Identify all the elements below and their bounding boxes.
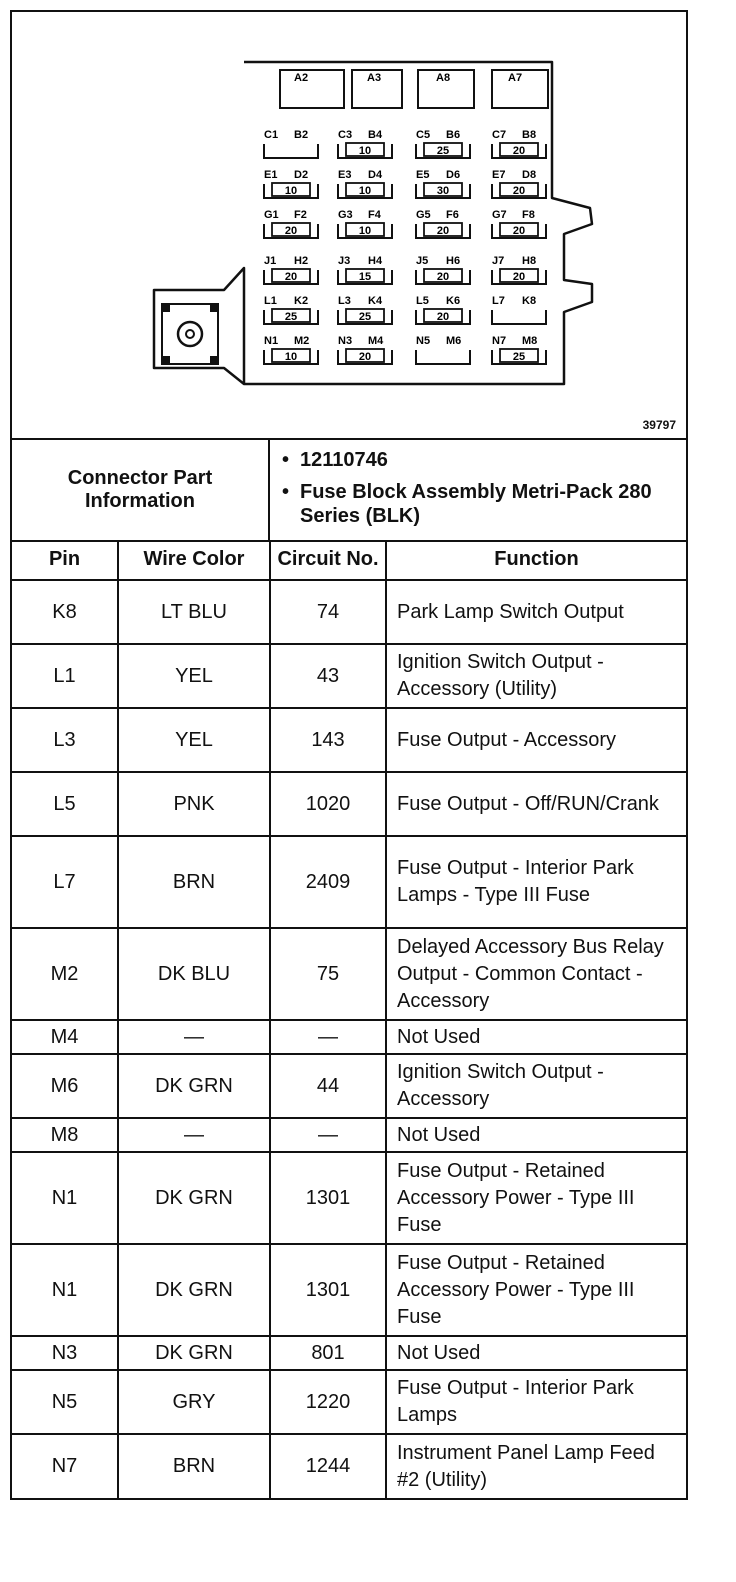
circuit-cell: 1244 (270, 1434, 386, 1498)
header-pin: Pin (12, 542, 118, 580)
pin-cell: L3 (12, 708, 118, 772)
function-cell: Ignition Switch Output - Accessory (Utility) (386, 644, 686, 708)
fuse-cavity (492, 209, 546, 238)
pin-cell: M8 (12, 1118, 118, 1152)
pin-label: K2 (294, 295, 309, 307)
wire-color-cell: GRY (118, 1370, 270, 1434)
circuit-cell: 801 (270, 1336, 386, 1370)
circuit-cell: — (270, 1020, 386, 1054)
wire-color-cell: BRN (118, 1434, 270, 1498)
pin-label: G7 (492, 209, 507, 221)
pin-label: N7 (492, 335, 507, 347)
wire-color-cell: PNK (118, 772, 270, 836)
pin-cell: L5 (12, 772, 118, 836)
pin-label: B2 (294, 129, 309, 141)
pin-label: F4 (368, 209, 381, 221)
pin-label: D2 (294, 169, 309, 181)
pin-label: G3 (338, 209, 353, 221)
pin-label: G5 (416, 209, 431, 221)
pin-label: F6 (446, 209, 459, 221)
wire-color-cell: YEL (118, 708, 270, 772)
pin-label: H6 (446, 255, 461, 267)
pin-cell: M6 (12, 1054, 118, 1118)
figure-number: 39797 (642, 418, 676, 432)
fuse-rating: 10 (358, 145, 372, 157)
pin-table-header (12, 542, 686, 580)
fuse-rating: 20 (284, 271, 298, 283)
part-description: • Fuse Block Assembly Metri-Pack 280 Series (BLK) (300, 480, 680, 528)
fuse-rating: 20 (436, 225, 450, 237)
fuse-rating: 20 (512, 145, 526, 157)
fuse-cavity (264, 335, 318, 364)
fuse-rating: 15 (358, 271, 372, 283)
function-cell: Fuse Output - Interior Park Lamps (386, 1370, 686, 1434)
circuit-cell: 2409 (270, 836, 386, 928)
fuse-rating: 10 (358, 185, 372, 197)
fuse-rating: 10 (358, 225, 372, 237)
circuit-cell: 75 (270, 928, 386, 1020)
fuse-cavity (338, 335, 392, 364)
pin-cell: N7 (12, 1434, 118, 1498)
fuse-rating: 20 (358, 351, 372, 363)
pin-label: C1 (264, 129, 279, 141)
pin-label: A8 (436, 72, 451, 84)
fuse-rating: 10 (284, 351, 298, 363)
fuse-cavity (492, 169, 546, 198)
pin-label: E5 (416, 169, 430, 181)
fuse-cavity (416, 295, 470, 324)
pin-label: E7 (492, 169, 506, 181)
fuse-rating: 10 (284, 185, 298, 197)
fuse-cavity (416, 255, 470, 284)
pin-label: B8 (522, 129, 537, 141)
fuse-cavity (264, 129, 318, 158)
pin-label: B4 (368, 129, 383, 141)
fuse-rating: 20 (436, 271, 450, 283)
table-row (12, 836, 686, 928)
fuse-cavity (338, 295, 392, 324)
fuse-block-diagram-panel (12, 12, 686, 440)
connector-part-list (270, 440, 686, 540)
function-cell: Fuse Output - Off/RUN/Crank (386, 772, 686, 836)
table-row (12, 1152, 686, 1244)
table-row (12, 708, 686, 772)
function-cell: Fuse Output - Retained Accessory Power - Type III Fuse (386, 1244, 686, 1336)
pin-label: F8 (522, 209, 535, 221)
circuit-cell: — (270, 1118, 386, 1152)
table-row (12, 928, 686, 1020)
fuse-cavity (264, 169, 318, 198)
pin-label: C5 (416, 129, 431, 141)
circuit-cell: 1301 (270, 1244, 386, 1336)
fuse-cavity (492, 335, 546, 364)
header-function: Function (386, 542, 686, 580)
fuse-cavity (264, 255, 318, 284)
fuse-cavity (416, 209, 470, 238)
pin-label: F2 (294, 209, 307, 221)
function-cell: Ignition Switch Output - Accessory (386, 1054, 686, 1118)
pin-label: J3 (338, 255, 351, 267)
connector-part-label: Connector Part Information (12, 440, 270, 540)
circuit-cell: 74 (270, 580, 386, 644)
header-circuit-no: Circuit No. (270, 542, 386, 580)
fuse-rating: 20 (436, 311, 450, 323)
wire-color-cell: — (118, 1118, 270, 1152)
fuse-rating: 25 (284, 311, 298, 323)
fuse-cavity (416, 169, 470, 198)
pin-label: K8 (522, 295, 537, 307)
fuse-block-diagram (12, 12, 686, 436)
wire-color-cell: LT BLU (118, 580, 270, 644)
pin-label: C7 (492, 129, 507, 141)
fuse-rating: 20 (512, 271, 526, 283)
pin-cell: N1 (12, 1244, 118, 1336)
fuse-cavities (264, 72, 546, 364)
circuit-cell: 1220 (270, 1370, 386, 1434)
pin-cell: M2 (12, 928, 118, 1020)
connector-info-sheet (10, 10, 688, 1500)
cavity-outline (416, 350, 470, 364)
table-row (12, 772, 686, 836)
pin-cell: M4 (12, 1020, 118, 1054)
wire-color-cell: DK BLU (118, 928, 270, 1020)
function-cell: Fuse Output - Accessory (386, 708, 686, 772)
function-cell: Park Lamp Switch Output (386, 580, 686, 644)
wire-color-cell: DK GRN (118, 1054, 270, 1118)
circuit-cell: 1301 (270, 1152, 386, 1244)
fuse-cavity (338, 129, 392, 158)
pin-cell: L1 (12, 644, 118, 708)
table-row (12, 1054, 686, 1118)
fuse-rating: 20 (512, 225, 526, 237)
table-row (12, 1434, 686, 1498)
table-row (12, 1020, 686, 1054)
pin-label: M4 (368, 335, 384, 347)
fuse-cavity (492, 255, 546, 284)
circuit-cell: 43 (270, 644, 386, 708)
wire-color-cell: BRN (118, 836, 270, 928)
pin-cell: L7 (12, 836, 118, 928)
part-number: • 12110746 (300, 448, 680, 472)
wire-color-cell: DK GRN (118, 1244, 270, 1336)
pin-label: H4 (368, 255, 383, 267)
table-row (12, 1244, 686, 1336)
pin-label: B6 (446, 129, 461, 141)
table-row (12, 580, 686, 644)
pin-cell: N1 (12, 1152, 118, 1244)
table-row (12, 644, 686, 708)
circuit-cell: 143 (270, 708, 386, 772)
pin-label: M6 (446, 335, 462, 347)
fuse-cavity (416, 129, 470, 158)
circuit-cell: 1020 (270, 772, 386, 836)
fuse-cavity (264, 295, 318, 324)
pin-label: L1 (264, 295, 277, 307)
pin-label: A2 (294, 72, 309, 84)
pin-label: A3 (367, 72, 382, 84)
function-cell: Delayed Accessory Bus Relay Output - Common Contact - Accessory (386, 928, 686, 1020)
fuse-cavity (492, 129, 546, 158)
pin-label: D4 (368, 169, 383, 181)
pin-label: C3 (338, 129, 353, 141)
pin-label: N1 (264, 335, 279, 347)
fuse-cavity (338, 209, 392, 238)
pin-table (12, 542, 686, 1498)
fuse-cavity (338, 169, 392, 198)
fuse-cavity (264, 209, 318, 238)
pin-label: N5 (416, 335, 431, 347)
pin-label: M2 (294, 335, 310, 347)
fuse-cavity (492, 295, 546, 324)
fuse-rating: 20 (512, 185, 526, 197)
pin-label: E3 (338, 169, 352, 181)
function-cell: Not Used (386, 1336, 686, 1370)
function-cell: Not Used (386, 1118, 686, 1152)
fuse-rating: 30 (436, 185, 450, 197)
fuse-rating: 20 (284, 225, 298, 237)
pin-cell: N3 (12, 1336, 118, 1370)
pin-label: N3 (338, 335, 353, 347)
wire-color-cell: DK GRN (118, 1152, 270, 1244)
connector-part-information (12, 440, 686, 542)
pin-label: J1 (264, 255, 277, 267)
fuse-cavity (338, 255, 392, 284)
fuse-rating: 25 (512, 351, 526, 363)
pin-label: L3 (338, 295, 351, 307)
fuse-rating: 25 (436, 145, 450, 157)
wire-color-cell: — (118, 1020, 270, 1054)
fuse-cavity (416, 335, 470, 364)
pin-label: L5 (416, 295, 429, 307)
pin-label: G1 (264, 209, 279, 221)
pin-label: H8 (522, 255, 537, 267)
pin-cell: N5 (12, 1370, 118, 1434)
wire-color-cell: DK GRN (118, 1336, 270, 1370)
table-row (12, 1118, 686, 1152)
cavity-outline (264, 144, 318, 158)
pin-label: K6 (446, 295, 461, 307)
pin-label: J5 (416, 255, 429, 267)
circuit-cell: 44 (270, 1054, 386, 1118)
mounting-bracket (162, 304, 218, 364)
function-cell: Fuse Output - Retained Accessory Power - Type III Fuse (386, 1152, 686, 1244)
pin-label: M8 (522, 335, 538, 347)
pin-label: K4 (368, 295, 383, 307)
pin-label: A7 (508, 72, 523, 84)
pin-label: D6 (446, 169, 461, 181)
wire-color-cell: YEL (118, 644, 270, 708)
cavity-outline (492, 310, 546, 324)
function-cell: Not Used (386, 1020, 686, 1054)
pin-label: D8 (522, 169, 537, 181)
function-cell: Fuse Output - Interior Park Lamps - Type III Fuse (386, 836, 686, 928)
function-cell: Instrument Panel Lamp Feed #2 (Utility) (386, 1434, 686, 1498)
pin-table-body (12, 580, 686, 1498)
fuse-rating: 25 (358, 311, 372, 323)
pin-cell: K8 (12, 580, 118, 644)
header-wire-color: Wire Color (118, 542, 270, 580)
pin-label: J7 (492, 255, 505, 267)
table-row (12, 1336, 686, 1370)
pin-label: H2 (294, 255, 309, 267)
table-row (12, 1370, 686, 1434)
pin-label: E1 (264, 169, 278, 181)
pin-label: L7 (492, 295, 505, 307)
